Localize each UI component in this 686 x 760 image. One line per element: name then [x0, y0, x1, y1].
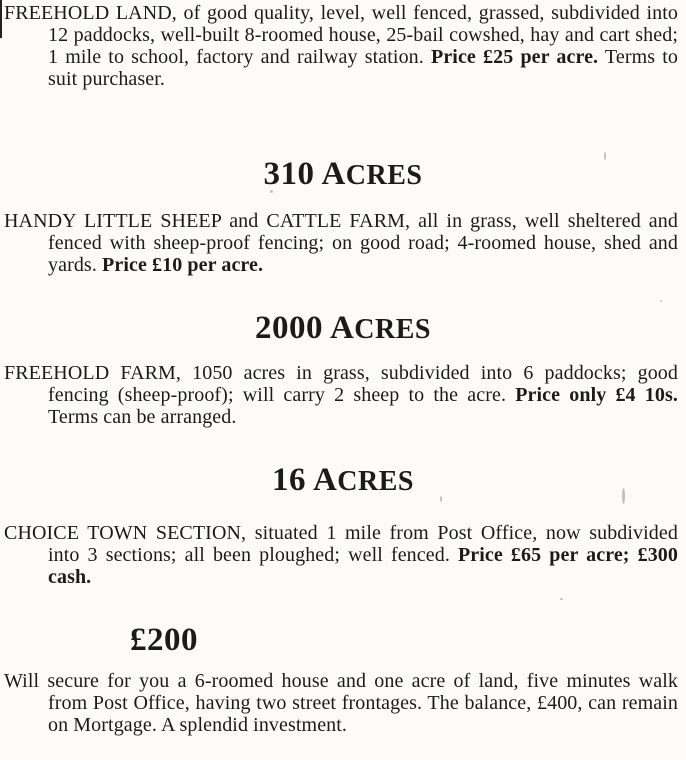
listing-price: Price £10 per acre. — [102, 254, 264, 276]
listing-text: Will secure for you a 6-roomed house and one acre of land, five minutes walk from Post Office, having two street frontages. The balance, £400, can remain on Mortgage. A splendid investment. — [4, 670, 678, 736]
listing-text: FREEHOLD LAND, of good quality, level, well fenced, grassed, subdivided into 12 paddocks, well-built 8-roomed house, 25-bail cowshed, hay and cart shed; 1 mile to school, factory and railway station. Price £25 per acre. Terms to suit purchaser. — [4, 2, 678, 90]
heading-16-acres: 16 ACRES — [272, 462, 414, 498]
print-speck — [440, 496, 442, 502]
listing-text: FREEHOLD FARM, 1050 acres in grass, subdivided into 6 paddocks; good fencing (sheep-proof); will carry 2 sheep to the acre. Price only £4 10s. Terms can be arranged. — [4, 362, 678, 428]
print-speck — [622, 488, 625, 504]
listing-text: CHOICE TOWN SECTION, situated 1 mile from Post Office, now subdivided into 3 sections; all been ploughed; well fenced. Price £65 per acre; £300 cash. — [4, 522, 678, 588]
print-speck — [604, 152, 606, 160]
listing-freehold-land — [0, 2, 678, 90]
heading-200-pounds: £200 — [130, 622, 198, 658]
print-speck — [560, 598, 563, 600]
listing-freehold-farm — [0, 362, 678, 428]
listing-sheep-cattle-farm — [0, 210, 678, 276]
listing-price: Price £65 per acre; £300 cash. — [48, 544, 678, 588]
listing-text: HANDY LITTLE SHEEP and CATTLE FARM, all in grass, well sheltered and fenced with sheep-proof fencing; on good road; 4-roomed house, shed and yards. Price £10 per acre. — [4, 210, 678, 276]
listing-price: Price only £4 10s. — [515, 384, 678, 406]
print-speck — [660, 300, 662, 302]
heading-310-acres: 310 ACRES — [263, 156, 423, 192]
print-speck — [270, 190, 273, 193]
heading-2000-acres: 2000 ACRES — [255, 310, 431, 346]
listing-six-roomed-house — [0, 670, 678, 736]
listing-price: Price £25 per acre. — [431, 46, 599, 68]
listing-town-section — [0, 522, 678, 588]
